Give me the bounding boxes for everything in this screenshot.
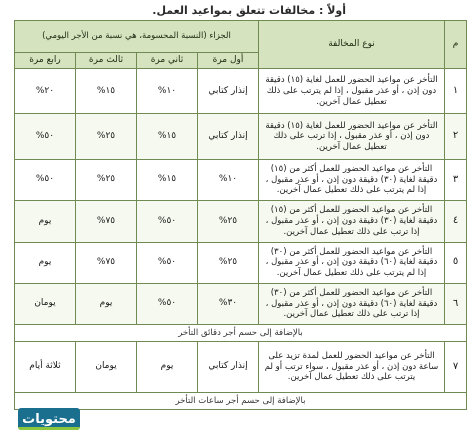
additional-deduction-note: بالإضافة إلى حسم أجر ساعات التأخر [14,393,466,410]
penalty-first-time: ٢٥% [198,242,259,283]
penalty-fourth-time: ٥٠% [14,114,75,159]
violation-description: التأخر عن مواعيد الحضور للعمل لغاية (١٥) دقيقة دون إذن ، أو عذر مقبول ، إذا لم يترتب على ذلك تعطيل عمال آخرين. [259,69,445,114]
violations-table [14,20,467,410]
penalty-third-time: ٧٥% [76,201,137,242]
penalty-fourth-time: يوم [14,201,75,242]
penalty-fourth-time: ثلاثة أيام [14,341,75,393]
table-note-row [14,325,466,342]
penalty-second-time: يوم [137,341,198,393]
row-number: ٦ [445,283,467,324]
penalty-fourth-time: يوم [14,242,75,283]
row-number: ١ [445,69,467,114]
penalty-third-time: ٧٥% [76,242,137,283]
table-row [14,242,466,283]
penalty-second-time: ٥٠% [137,283,198,324]
row-number: ٥ [445,242,467,283]
penalty-third-time: يوم [76,283,137,324]
row-number: ٧ [445,341,467,393]
table-row [14,201,466,242]
additional-deduction-note: بالإضافة إلى حسم أجر دقائق التأخر [14,325,466,342]
penalty-first-time: ٢٥% [198,201,259,242]
column-header-first-time: أول مرة [198,53,259,69]
column-header-third-time: ثالث مرة [76,53,137,69]
column-header-second-time: ثاني مرة [137,53,198,69]
violation-description: التأخر عن مواعيد الحضور للعمل لغاية (١٥) دقيقة دون إذن ، أو عذر مقبول ، إذا ترتب على ذلك تعطيل عمال آخرين. [259,114,445,159]
row-number: ٤ [445,201,467,242]
row-number: ٢ [445,114,467,159]
penalty-third-time: ٢٥% [76,114,137,159]
penalty-third-time: يومان [76,341,137,393]
penalty-third-time: ١٥% [76,69,137,114]
table-row [14,159,466,200]
penalty-second-time: ١٥% [137,159,198,200]
column-header-fourth-time: رابع مرة [14,53,75,69]
violation-description: التأخر عن مواعيد الحضور للعمل أكثر من (١٥) دقيقة لغاية (٣٠) دقيقة دون إذن ، أو عذر مقبول ، إذا لم يترتب على ذلك تعطيل عمال آخرين. [259,159,445,200]
table-row [14,283,466,324]
penalty-second-time: ٥٠% [137,242,198,283]
column-header-violation-type: نوع المخالفة [259,21,445,69]
table-row [14,69,466,114]
violation-description: التأخر عن مواعيد الحضور للعمل أكثر من (٣٠) دقيقة لغاية (٦٠) دقيقة دون إذن ، أو عذر مقبول ، إذا لم يترتب على ذلك تعطيل عمال آخرين. [259,242,445,283]
site-logo[interactable] [18,408,80,430]
penalty-fourth-time: ٥٠% [14,159,75,200]
penalty-fourth-time: يومان [14,283,75,324]
column-header-penalty-group: الجزاء (النسبة المحسومة، هي نسبة من الأجر اليومي) [14,21,258,53]
penalty-second-time: ١٠% [137,69,198,114]
violation-description: التأخر عن مواعيد الحضور للعمل أكثر من (٣٠) دقيقة لغاية (٦٠) دقيقة دون إذن ، أو عذر مقبول ، إذا ترتب على ذلك تعطيل عمال آخرين. [259,283,445,324]
table-row [14,114,466,159]
logo-text: محتويات [22,411,76,427]
violation-description: التأخر عن مواعيد الحضور للعمل لمدة تزيد على ساعة دون إذن ، أو عذر مقبول ، سواء ترتب أو لم يترتب على ذلك تعطيل عمال آخرين. [259,341,445,393]
penalty-fourth-time: ٢٠% [14,69,75,114]
penalty-third-time: ٢٥% [76,159,137,200]
row-number: ٣ [445,159,467,200]
table-note-row [14,393,466,410]
penalty-first-time: إنذار كتابي [198,341,259,393]
logo-accent-bar [18,427,80,430]
penalty-first-time: ١٠% [198,159,259,200]
violation-description: التأخر عن مواعيد الحضور للعمل أكثر من (١٥) دقيقة لغاية (٣٠) دقيقة دون إذن ، أو عذر مقبول ، إذا ترتب على ذلك تعطيل عمال آخرين. [259,201,445,242]
column-header-number: م [445,21,467,69]
penalty-second-time: ٥٠% [137,201,198,242]
penalty-second-time: ١٥% [137,114,198,159]
penalty-first-time: إنذار كتابي [198,69,259,114]
penalty-first-time: ٣٠% [198,283,259,324]
violations-table-container [15,20,467,410]
penalty-first-time: إنذار كتابي [198,114,259,159]
table-row [14,341,466,393]
section-heading: أولاً : مخالفات تتعلق بمواعيد العمل. [152,4,346,17]
